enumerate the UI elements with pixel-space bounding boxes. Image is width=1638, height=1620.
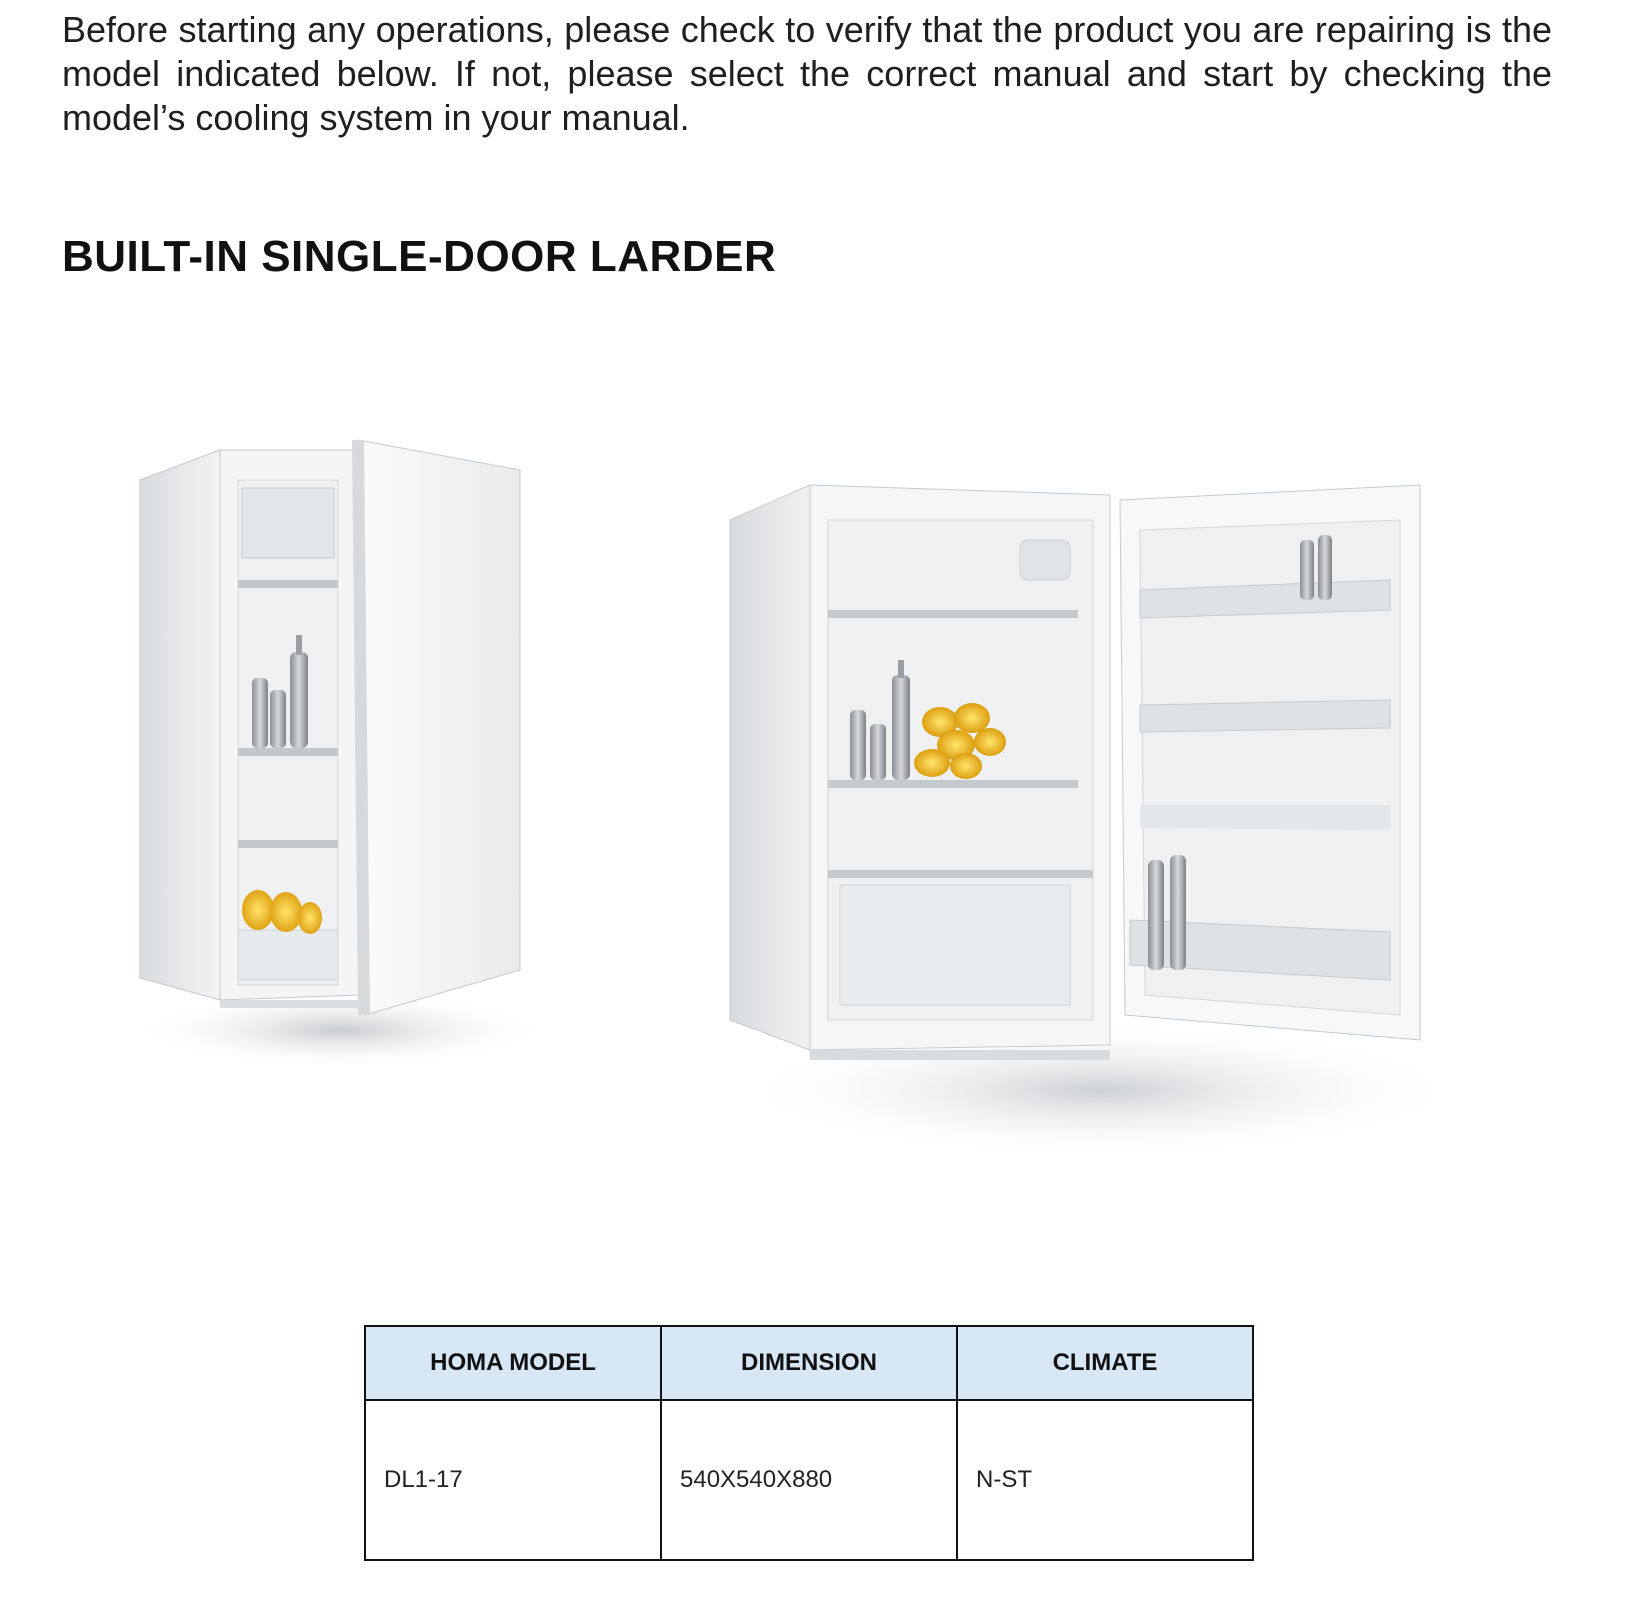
table-header-homa-model: HOMA MODEL: [365, 1326, 661, 1400]
table-header-dimension: DIMENSION: [661, 1326, 957, 1400]
cell-climate: N-ST: [957, 1400, 1253, 1560]
table-header-climate: CLIMATE: [957, 1326, 1253, 1400]
intro-paragraph: Before starting any operations, please check to verify that the product you are repairing is the model indicated below. If not, please select the correct manual and start by checking the model’s cooling system in your manual.: [62, 9, 1552, 138]
cell-dimension: 540X540X880: [661, 1400, 957, 1560]
fridge-open-image: [700, 460, 1500, 1220]
cell-model: DL1-17: [365, 1400, 661, 1560]
table-row: [365, 1400, 1253, 1560]
section-title: BUILT-IN SINGLE-DOOR LARDER: [62, 232, 777, 281]
model-table: [364, 1325, 1254, 1561]
fridge-closed-image: [120, 430, 580, 1110]
table-header-row: [365, 1326, 1253, 1400]
